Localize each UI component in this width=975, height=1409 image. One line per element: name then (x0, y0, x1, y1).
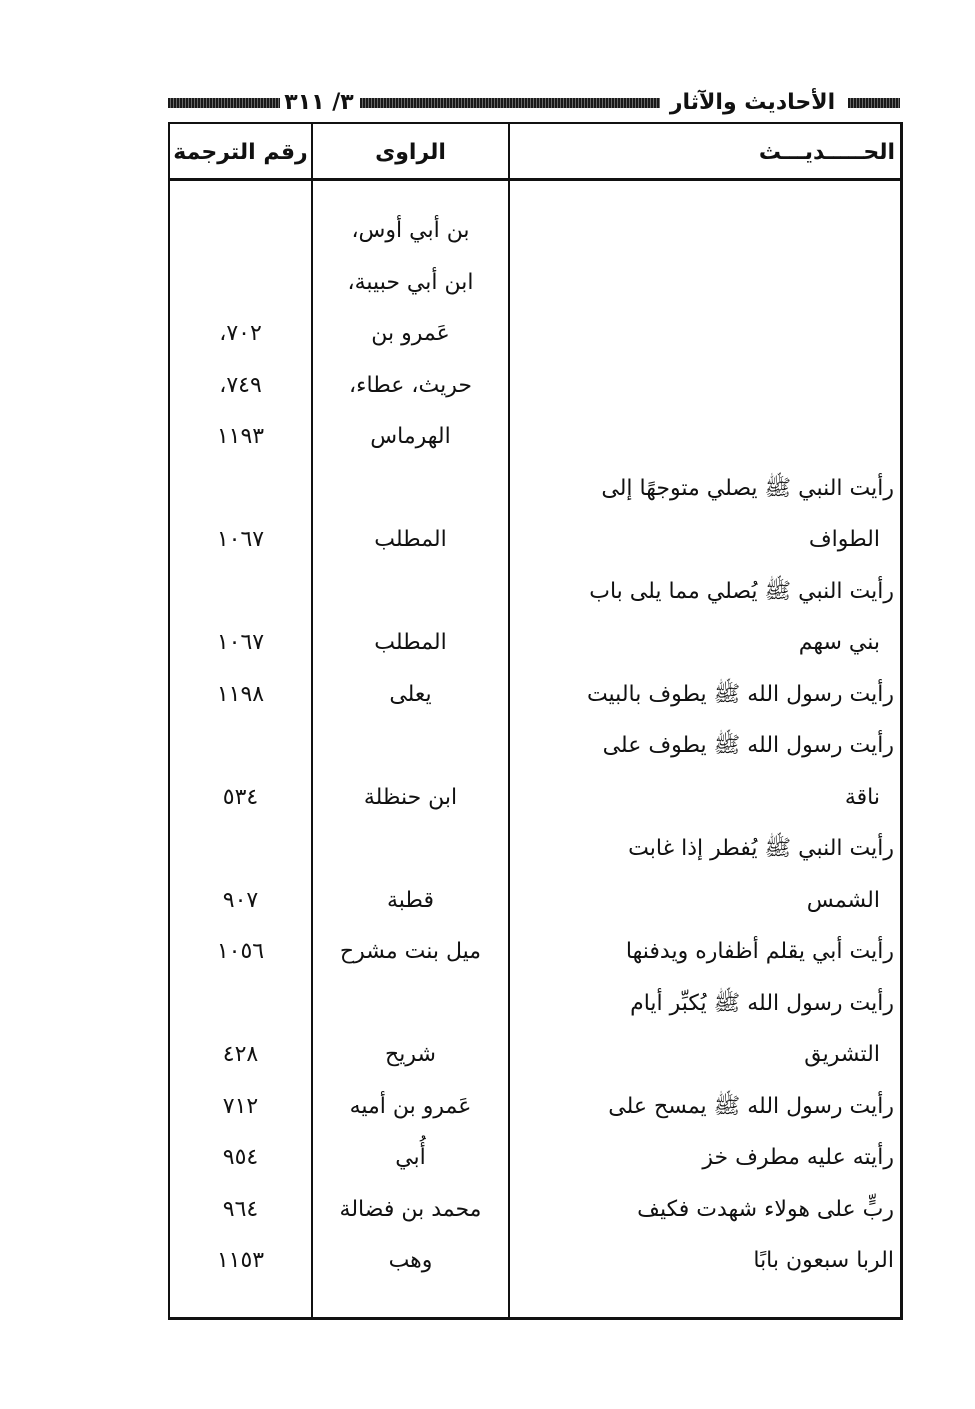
hadith-cell: رأيت رسول الله ﷺ يُكبِّر أيام (630, 990, 894, 1016)
table-row (170, 1184, 900, 1236)
running-head (168, 88, 900, 118)
hadith-cell: ربٍّ على هولاء شهدت فكيف (637, 1196, 894, 1222)
number-cell (170, 257, 311, 309)
number-cell: ٩٦٤ (222, 1196, 259, 1222)
hadith-cell: رأيت أبي يقلم أظفاره ويدفنها (625, 939, 894, 964)
table-row (170, 257, 900, 309)
hadith-cell (514, 411, 894, 463)
narrator-cell (313, 978, 508, 1030)
table-row (170, 772, 900, 824)
narrator-cell: يعلى (389, 681, 432, 707)
narrator-cell: المطلب (374, 630, 447, 655)
number-cell: ٥٣٤ (222, 784, 259, 810)
number-cell: ٧٠٢، (219, 321, 262, 346)
hadith-cell: الطواف (808, 527, 880, 552)
narrator-cell: ابن حنظلة (363, 784, 458, 810)
column-header-number: رقم الترجمة (173, 140, 308, 165)
narrator-cell (313, 463, 508, 515)
header-rule (168, 178, 903, 181)
number-cell (170, 566, 311, 618)
column-header-narrator: الراوى (375, 140, 446, 165)
hadith-cell: رأيت رسول الله ﷺ يطوف بالبيت (586, 681, 894, 707)
narrator-cell: بن أبي أوس، (351, 218, 470, 243)
number-cell (170, 823, 311, 875)
table-row (170, 875, 900, 927)
table-row (170, 1235, 900, 1287)
hadith-cell: التشريق (804, 1042, 880, 1067)
table-row (170, 463, 900, 515)
number-cell (170, 720, 311, 772)
hadith-cell: رأيت رسول الله ﷺ يمسح على (608, 1093, 894, 1119)
narrator-cell: ميل بنت مشرح (339, 939, 482, 964)
header-ornament-bar (848, 98, 900, 108)
table-row (170, 823, 900, 875)
table-row (170, 720, 900, 772)
number-cell: ٤٢٨ (222, 1042, 259, 1067)
hadith-cell: رأيت النبي ﷺ يُصلي مما يلى باب (589, 578, 894, 604)
table-body (170, 205, 900, 1287)
number-cell: ١١٩٨ (216, 681, 265, 707)
number-cell: ٧١٢ (222, 1093, 259, 1119)
number-cell: ٩٥٤ (222, 1145, 259, 1170)
table-row (170, 1081, 900, 1133)
table-row (170, 360, 900, 412)
number-cell: ١١٩٣ (216, 424, 265, 449)
number-cell: ١٠٦٧ (216, 527, 265, 552)
hadith-cell: بني سهم (798, 630, 880, 655)
narrator-cell: محمد بن فضالة (339, 1196, 482, 1222)
number-cell: ١١٥٣ (216, 1248, 265, 1273)
number-cell (170, 463, 311, 515)
number-cell: ٧٤٩، (219, 372, 262, 398)
table-row (170, 411, 900, 463)
table-row (170, 617, 900, 669)
hadith-cell: الشمس (806, 887, 880, 913)
narrator-cell: وهب (388, 1248, 433, 1273)
narrator-cell: ابن أبي حبيبة، (347, 269, 474, 295)
table-row (170, 308, 900, 360)
column-header-hadith: الحـــــديـــث (758, 140, 895, 165)
hadith-cell (514, 360, 894, 412)
narrator-cell: حريث، عطاء، (349, 372, 472, 398)
table-row (170, 669, 900, 721)
number-cell (170, 978, 311, 1030)
running-head-title: الأحاديث والآثار (669, 90, 836, 115)
table-row (170, 1029, 900, 1081)
table-row (170, 205, 900, 257)
hadith-cell: رأيت رسول الله ﷺ يطوف على (602, 733, 894, 758)
narrator-cell (313, 823, 508, 875)
running-head-page-ref: ٣/ ٣١١ (284, 90, 354, 115)
narrator-cell: الهرماس (370, 424, 451, 449)
header-ornament-bar (360, 98, 660, 108)
header-ornament-bar (168, 98, 280, 108)
table-row (170, 978, 900, 1030)
hadith-cell (514, 257, 894, 309)
narrator-cell: عَمرو بن (371, 321, 450, 346)
narrator-cell (313, 720, 508, 772)
narrator-cell: قطبة (387, 887, 434, 913)
table-row (170, 926, 900, 978)
hadith-cell: ناقة (844, 784, 880, 810)
narrator-cell (313, 566, 508, 618)
number-cell (170, 205, 311, 257)
number-cell: ١٠٦٧ (216, 630, 265, 655)
narrator-cell: أُبي (395, 1145, 426, 1170)
narrator-cell: عَمرو بن أميه (349, 1093, 472, 1119)
hadith-cell: رأيت النبي ﷺ يُفطر إذا غابت (628, 836, 894, 861)
table-row (170, 566, 900, 618)
hadith-cell (514, 205, 894, 257)
hadith-cell: رأيته عليه مطرف خز (702, 1145, 894, 1170)
number-cell: ٩٠٧ (222, 887, 259, 913)
narrator-cell: المطلب (374, 527, 447, 552)
hadith-cell: رأيت النبي ﷺ يصلي متوجهًا إلى (601, 475, 894, 501)
narrator-cell: شريح (385, 1042, 436, 1067)
number-cell: ١٠٥٦ (216, 939, 265, 964)
hadith-cell: الربا سبعون بابًا (753, 1248, 894, 1273)
table-row (170, 514, 900, 566)
hadith-cell (514, 308, 894, 360)
table-row (170, 1132, 900, 1184)
